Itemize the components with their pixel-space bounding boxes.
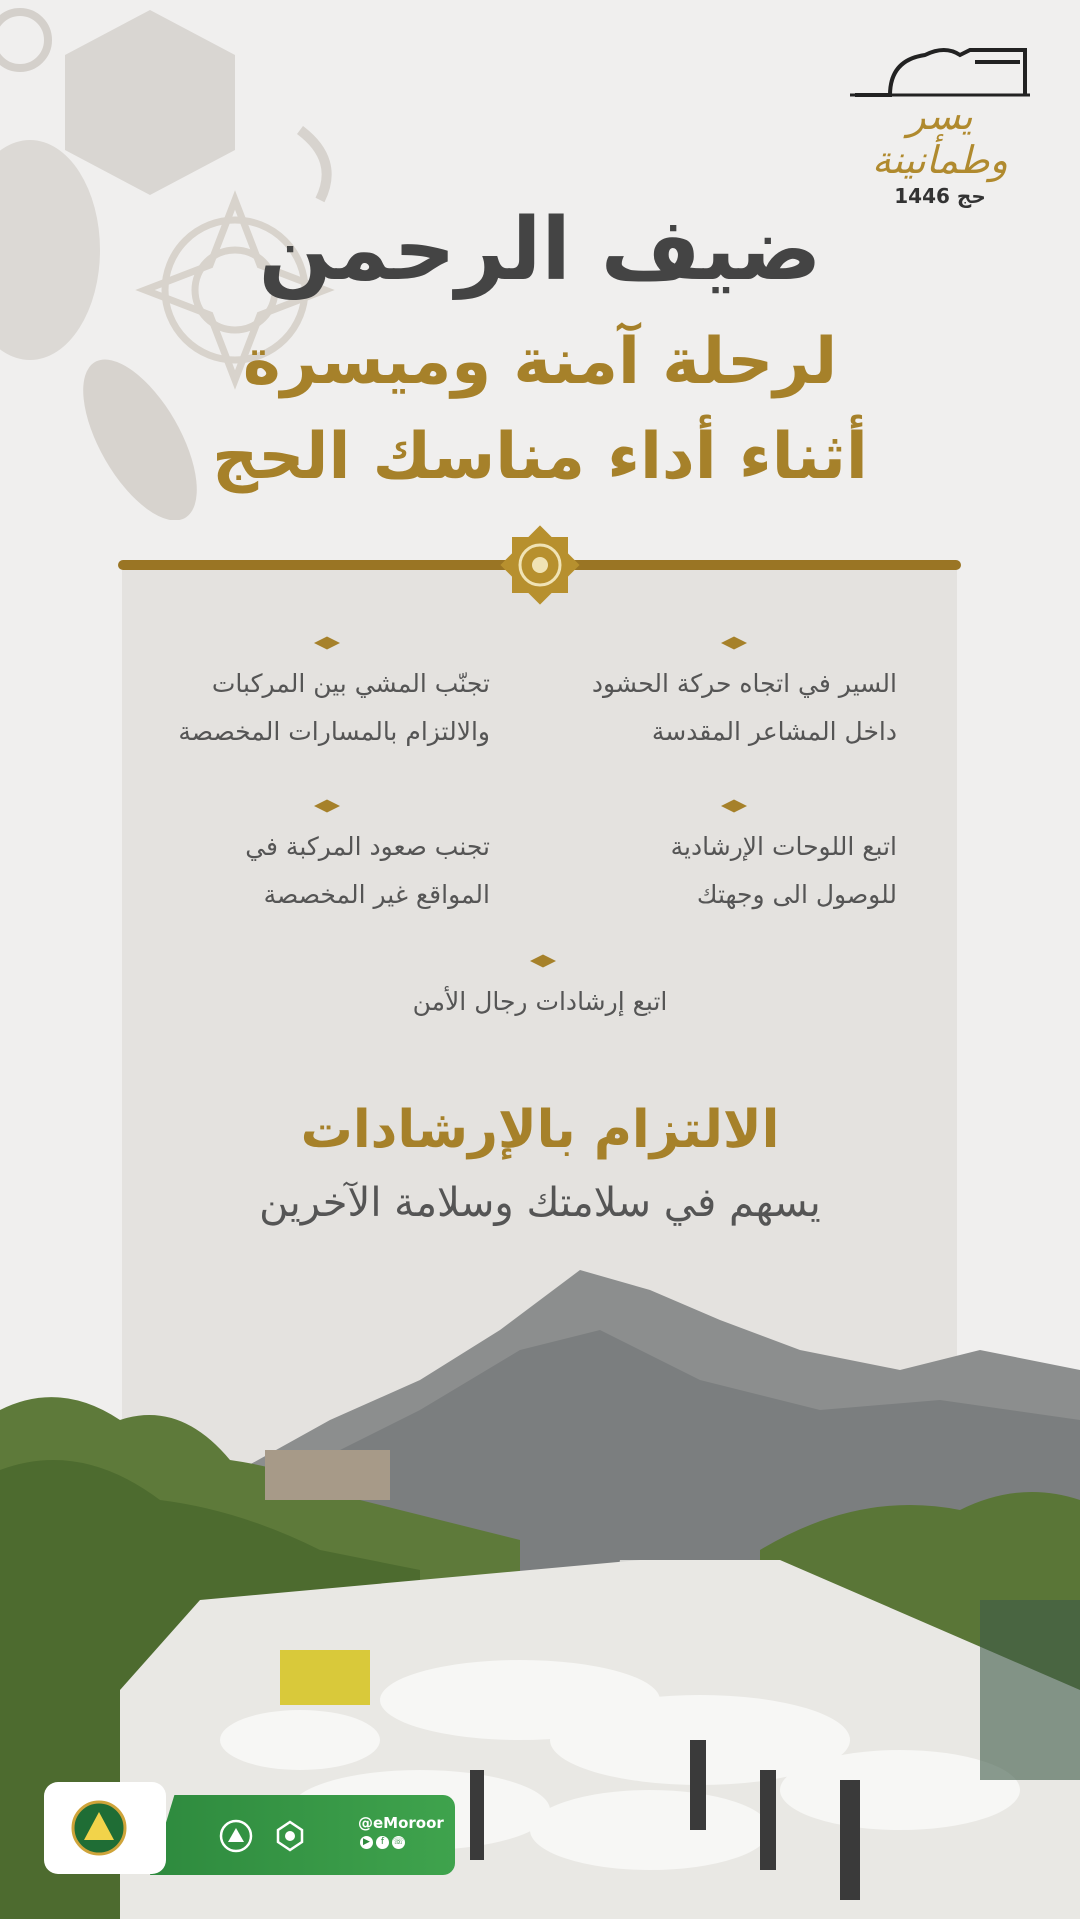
social-icons <box>360 1836 405 1849</box>
tip-avoid-vehicles: تجنّب المشي بين المركبات والالتزام بالمسارات المخصصة <box>130 660 490 756</box>
diamond-bullet-icon <box>314 630 340 656</box>
youtube-icon[interactable]: ▶ <box>360 1836 373 1849</box>
slogan-subtitle: يسهم في سلامتك وسلامة الآخرين <box>259 1180 821 1226</box>
tip-security-instructions: اتبع إرشادات رجال الأمن <box>0 978 1080 1026</box>
subtitle-line-1: لرحلة آمنة وميسرة <box>242 325 838 399</box>
tent-emblem-icon <box>850 40 1030 100</box>
tip-follow-signs: اتبع اللوحات الإرشادية للوصول الى وجهتك <box>537 823 897 919</box>
whatsapp-icon[interactable]: ☏ <box>392 1837 405 1847</box>
hajj-logo <box>840 40 1040 208</box>
tip-crowd-direction: السير في اتجاه حركة الحشود داخل المشاعر المقدسة <box>537 660 897 756</box>
diamond-bullet-icon <box>721 793 747 819</box>
diamond-bullet-icon <box>314 793 340 819</box>
logo-script-text: يسر وطمأنينة <box>871 94 1009 182</box>
page-title: ضيف الرحمن <box>258 200 822 300</box>
subtitle-line-2: أثناء أداء مناسك الحج <box>212 420 868 494</box>
emblem-icon <box>44 1782 166 1874</box>
social-handle[interactable]: @eMoroor <box>358 1814 444 1832</box>
traffic-dept-logo <box>44 1782 166 1874</box>
diamond-bullet-icon <box>530 948 556 974</box>
police-logo-icon <box>218 1818 254 1854</box>
ministry-logo-icon <box>272 1818 308 1854</box>
tip-boarding: تجنب صعود المركبة في المواقع غير المخصصة <box>130 823 490 919</box>
facebook-icon[interactable]: f <box>376 1836 389 1849</box>
star-medallion-icon <box>498 523 582 607</box>
slogan-title: الالتزام بالإرشادات <box>300 1100 780 1160</box>
diamond-bullet-icon <box>721 630 747 656</box>
hajj-year: حج 1446 <box>894 184 986 208</box>
